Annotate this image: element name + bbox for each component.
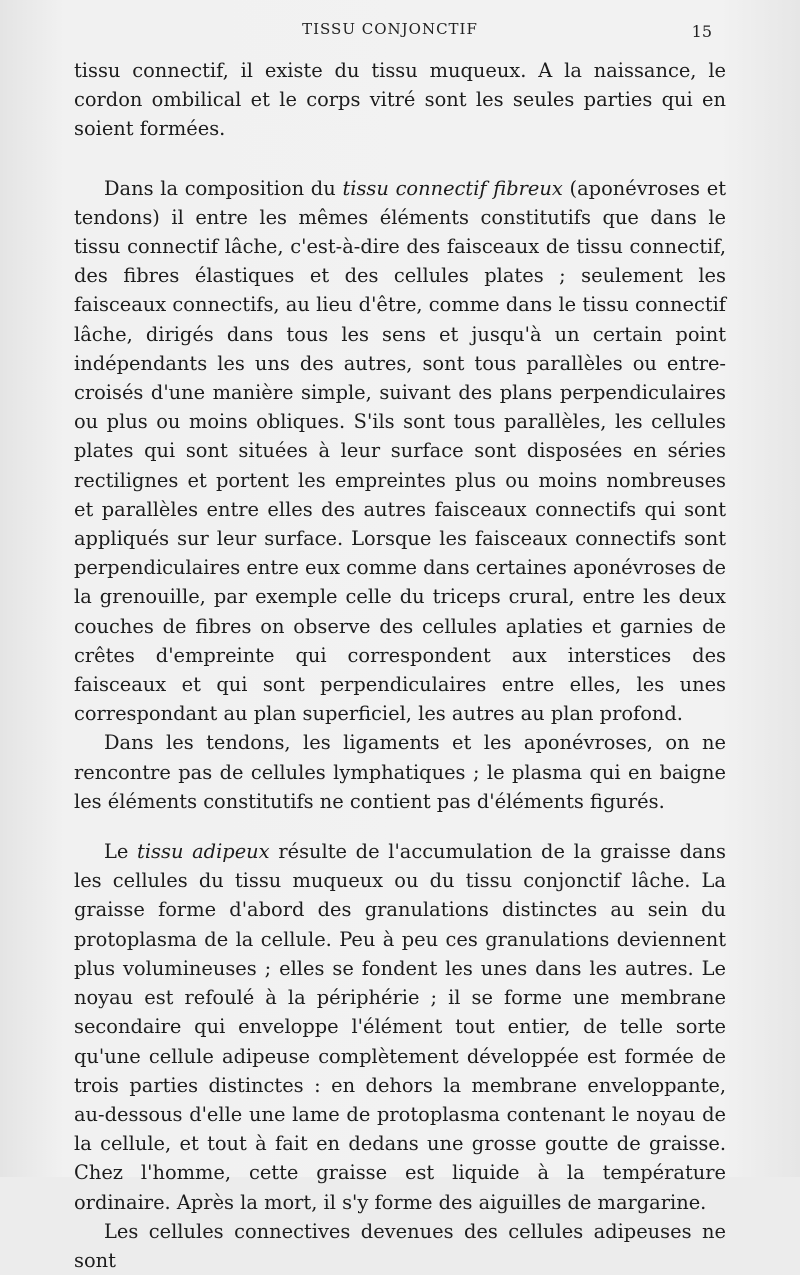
paragraph-text: Le	[104, 840, 138, 864]
term-tissu-connectif-fibreux: tissu connectif fibreux	[342, 176, 563, 200]
paragraph-tendons: Dans les tendons, les ligaments et les aponévroses, on ne rencontre pas de cellules lymphatiques ; le plasma qui en baigne les éléments constitutifs ne contient pas d'éléments figurés.	[74, 731, 726, 813]
paragraph-text: (aponévroses et tendons) il entre les mêmes éléments constitutifs que dans le tissu connectif lâche, c'est-à-dire des faisceaux de tissu connectif, des fibres élastiques et des cellules plates ; seulement les faisceaux connectifs, au lieu d'être, comme dans le tissu connectif lâche, dirigés dans tous les sens et jusqu'à un certain point indépendants les uns des autres, sont tous parallèles ou entre-croisés d'une manière simple, suivant des plans perpendiculaires ou plus ou moins obliques. S'ils sont tous parallèles, les cellules plates qui sont situées à leur surface sont disposées en séries rectilignes et portent les empreintes plus ou moins nombreuses et parallèles entre elles des autres faisceaux connectifs qui sont appliqués sur leur surface. Lorsque les faisceaux connectifs sont perpendiculaires entre eux comme dans certaines aponévroses de la grenouille, par exemple celle du triceps crural, entre les deux couches de fibres on observe des cellules aplaties et garnies de crêtes d'empreinte qui correspondent aux interstices des faisceaux et qui sont perpendiculaires entre elles, les unes correspondant au plan superficiel, les autres au plan profond.	[74, 176, 727, 726]
paragraph-tissu-fibreux	[74, 174, 726, 729]
paragraph-text: Dans la composition du	[104, 176, 343, 200]
body-text	[74, 56, 726, 1275]
paragraph-cellules-adipeuses: Les cellules connectives devenues des cellules adipeuses ne sont	[74, 1219, 726, 1272]
paragraph-text: résulte de l'accumulation de la graisse dans les cellules du tissu muqueux ou du tissu conjonctif lâche. La graisse forme d'abord des granulations distinctes au sein du protoplasma de la cellule. Peu à peu ces granulations deviennent plus volumineuses ; elles se fondent les unes dans les autres. Le noyau est refoulé à la périphérie ; il se forme une membrane secondaire qui enveloppe l'élément tout entier, de telle sorte qu'une cellule adipeuse complètement développée est formée de trois parties distinctes : en dehors la membrane enveloppante, au-dessous d'elle une lame de protoplasma contenant le noyau de la cellule, et tout à fait en dedans une grosse goutte de graisse. Chez l'homme, cette graisse est liquide à la température ordinaire. Après la mort, il s'y forme des aiguilles de margarine.	[74, 840, 726, 1214]
paragraph-tissu-adipeux	[74, 837, 726, 1217]
running-title: TISSU CONJONCTIF	[302, 20, 478, 38]
page-number: 15	[691, 22, 712, 41]
paragraph-continuation: tissu connectif, il existe du tissu muqueux. A la naissance, le cordon ombilical et le corps vitré sont les seules parties qui en soient formées.	[74, 59, 726, 141]
term-tissu-adipeux: tissu adipeux	[137, 840, 270, 864]
page-header	[0, 20, 800, 44]
